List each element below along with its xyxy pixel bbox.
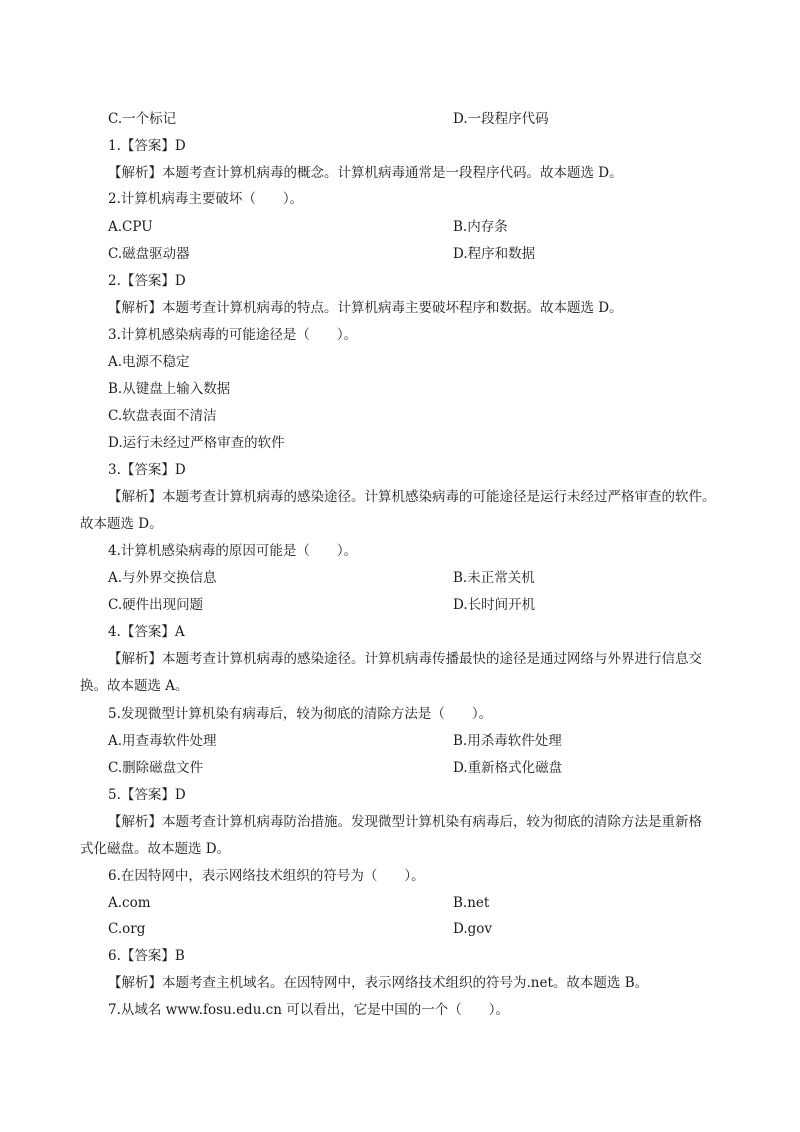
option-c: C.删除磁盘文件 bbox=[108, 760, 204, 776]
answer-line: 4.【答案】A bbox=[108, 624, 185, 640]
analysis-line: 【解析】本题考查主机域名。在因特网中，表示网络技术组织的符号为.net。故本题选 B。 bbox=[108, 975, 649, 991]
option-b: B.内存条 bbox=[453, 219, 508, 235]
option-c: C.硬件出现问题 bbox=[108, 597, 204, 613]
question-text: 5.发现微型计算机染有病毒后，较为彻底的清除方法是（ ）。 bbox=[108, 706, 493, 722]
answer-line: 2.【答案】D bbox=[108, 273, 186, 289]
option-row bbox=[108, 920, 730, 938]
question-text: 4.计算机感染病毒的原因可能是（ ）。 bbox=[108, 543, 358, 559]
analysis-line: 换。故本题选 A。 bbox=[80, 678, 189, 694]
option-a: A.与外界交换信息 bbox=[108, 570, 217, 586]
option-row bbox=[108, 894, 730, 912]
option-row bbox=[108, 110, 730, 128]
question-text: 3.计算机感染病毒的可能途径是（ ）。 bbox=[108, 327, 358, 343]
question-text: 2.计算机病毒主要破坏（ ）。 bbox=[108, 191, 304, 207]
analysis-line: 故本题选 D。 bbox=[80, 516, 163, 532]
option-row bbox=[108, 759, 730, 777]
answer-line: 3.【答案】D bbox=[108, 462, 186, 478]
option-d: D.运行未经过严格审查的软件 bbox=[108, 435, 285, 451]
option-d: D.一段程序代码 bbox=[453, 111, 549, 127]
option-a: A.com bbox=[108, 895, 151, 911]
option-c: C.一个标记 bbox=[108, 111, 177, 127]
option-d: D.重新格式化磁盘 bbox=[453, 760, 563, 776]
option-row bbox=[108, 732, 730, 750]
answer-line: 5.【答案】D bbox=[108, 787, 186, 803]
option-b: B.用杀毒软件处理 bbox=[453, 733, 562, 749]
question-text: 6.在因特网中，表示网络技术组织的符号为（ ）。 bbox=[108, 868, 425, 884]
analysis-line: 【解析】本题考查计算机病毒的感染途径。计算机病毒传播最快的途径是通过网络与外界进行信息交 bbox=[108, 651, 702, 667]
option-c: C.软盘表面不清洁 bbox=[108, 408, 217, 424]
option-row bbox=[108, 596, 730, 614]
analysis-line: 式化磁盘。故本题选 D。 bbox=[80, 841, 231, 857]
option-c: C.org bbox=[108, 921, 146, 937]
option-row bbox=[108, 245, 730, 263]
question-text: 7.从域名 www.fosu.edu.cn 可以看出，它是中国的一个（ ）。 bbox=[108, 1002, 509, 1018]
analysis-line: 【解析】本题考查计算机病毒防治措施。发现微型计算机染有病毒后，较为彻底的清除方法是重新格 bbox=[108, 814, 702, 830]
option-row bbox=[108, 218, 730, 236]
option-c: C.磁盘驱动器 bbox=[108, 246, 190, 262]
option-b: B.从键盘上输入数据 bbox=[108, 381, 231, 397]
option-row bbox=[108, 569, 730, 587]
option-a: A.电源不稳定 bbox=[108, 354, 190, 370]
option-b: B.net bbox=[453, 895, 490, 911]
option-b: B.未正常关机 bbox=[453, 570, 535, 586]
option-d: D.程序和数据 bbox=[453, 246, 536, 262]
option-a: A.CPU bbox=[108, 219, 153, 235]
answer-line: 1.【答案】D bbox=[108, 138, 186, 154]
analysis-line: 【解析】本题考查计算机病毒的概念。计算机病毒通常是一段程序代码。故本题选 D。 bbox=[108, 165, 623, 181]
option-d: D.gov bbox=[453, 921, 493, 937]
analysis-line: 【解析】本题考查计算机病毒的特点。计算机病毒主要破坏程序和数据。故本题选 D。 bbox=[108, 300, 623, 316]
analysis-line: 【解析】本题考查计算机病毒的感染途径。计算机感染病毒的可能途径是运行未经过严格审查的软件。 bbox=[108, 489, 716, 505]
answer-line: 6.【答案】B bbox=[108, 948, 185, 964]
option-a: A.用查毒软件处理 bbox=[108, 733, 217, 749]
option-d: D.长时间开机 bbox=[453, 597, 536, 613]
